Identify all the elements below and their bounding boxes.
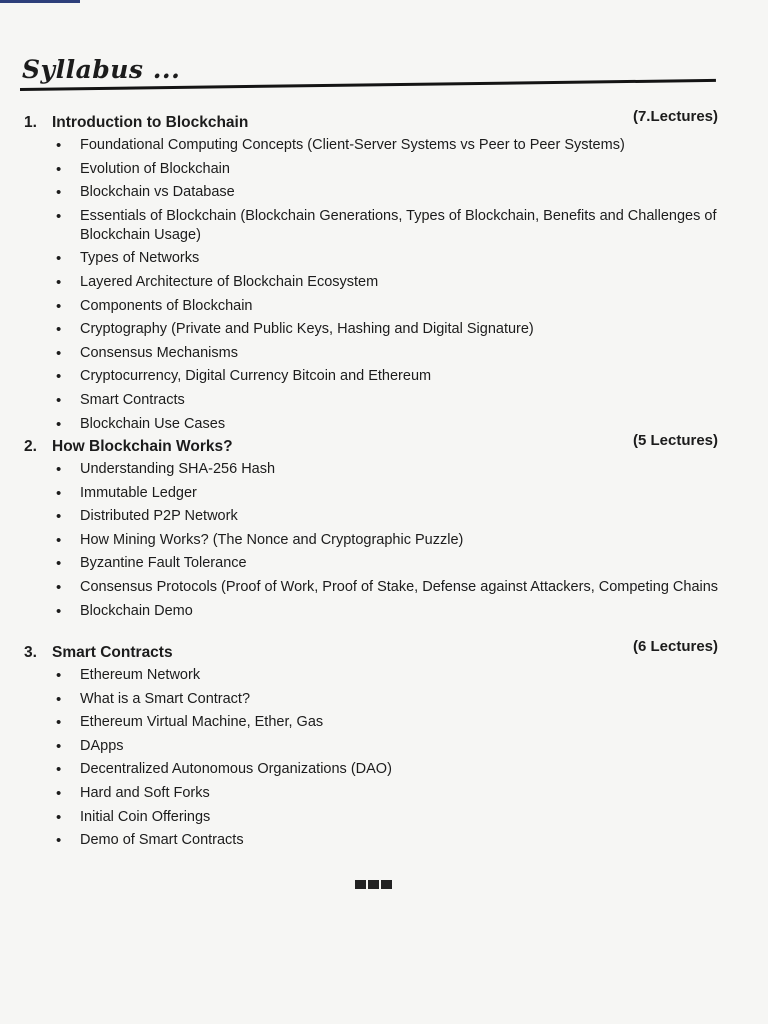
list-item: • Essentials of Blockchain (Blockchain Generations, Types of Blockchain, Benefits and Challenges of Blockchain Usage) (24, 207, 724, 245)
list-item: • Decentralized Autonomous Organizations (DAO) (24, 760, 724, 779)
page-title: Syllabus ... (22, 55, 181, 84)
lecture-count: (6 Lectures) (632, 638, 718, 655)
list-item: • Immutable Ledger (24, 484, 724, 503)
lecture-count: (5 Lectures) (632, 432, 718, 449)
section-header (24, 432, 724, 460)
list-item: • Distributed P2P Network (24, 507, 724, 526)
end-square-icon (355, 880, 366, 889)
list-item: • Initial Coin Offerings (24, 808, 724, 827)
list-item: • Cryptography (Private and Public Keys, Hashing and Digital Signature) (24, 320, 724, 339)
section-how-blockchain-works (24, 432, 724, 625)
list-item: • Demo of Smart Contracts (24, 831, 724, 850)
list-item: • Understanding SHA-256 Hash (24, 460, 724, 479)
list-item: • Hard and Soft Forks (24, 784, 724, 803)
section-header (24, 638, 724, 666)
lecture-count: (7.Lectures) (632, 108, 718, 125)
section-number: 3. (24, 644, 37, 661)
list-item: • Ethereum Virtual Machine, Ether, Gas (24, 713, 724, 732)
section-number: 2. (24, 438, 37, 455)
list-item: • Cryptocurrency, Digital Currency Bitcoin and Ethereum (24, 367, 724, 386)
topic-list (24, 136, 724, 434)
list-item: • Blockchain Use Cases (24, 415, 724, 434)
list-item: • Types of Networks (24, 249, 724, 268)
list-item: • Blockchain vs Database (24, 183, 724, 202)
section-title: Introduction to Blockchain (52, 114, 249, 131)
list-item: • Consensus Mechanisms (24, 344, 724, 363)
end-of-section-mark (355, 880, 392, 889)
section-header (24, 108, 724, 136)
list-item: • Components of Blockchain (24, 297, 724, 316)
list-item: • Foundational Computing Concepts (Client-Server Systems vs Peer to Peer Systems) (24, 136, 724, 155)
list-item: • Layered Architecture of Blockchain Ecosystem (24, 273, 724, 292)
topic-list (24, 666, 724, 850)
section-title: How Blockchain Works? (52, 438, 233, 455)
list-item: • DApps (24, 737, 724, 756)
section-title: Smart Contracts (52, 644, 173, 661)
section-smart-contracts (24, 638, 724, 855)
list-item: • How Mining Works? (The Nonce and Cryptographic Puzzle) (24, 531, 724, 550)
list-item: • What is a Smart Contract? (24, 690, 724, 709)
end-square-icon (381, 880, 392, 889)
topic-list (24, 460, 724, 621)
end-square-icon (368, 880, 379, 889)
list-item: • Byzantine Fault Tolerance (24, 554, 724, 573)
list-item: • Smart Contracts (24, 391, 724, 410)
top-edge-tab (0, 0, 80, 3)
list-item: • Consensus Protocols (Proof of Work, Proof of Stake, Defense against Attackers, Competing Chains (24, 578, 724, 597)
list-item: • Evolution of Blockchain (24, 160, 724, 179)
section-number: 1. (24, 114, 37, 131)
section-introduction-to-blockchain (24, 108, 724, 438)
list-item: • Blockchain Demo (24, 602, 724, 621)
list-item: • Ethereum Network (24, 666, 724, 685)
